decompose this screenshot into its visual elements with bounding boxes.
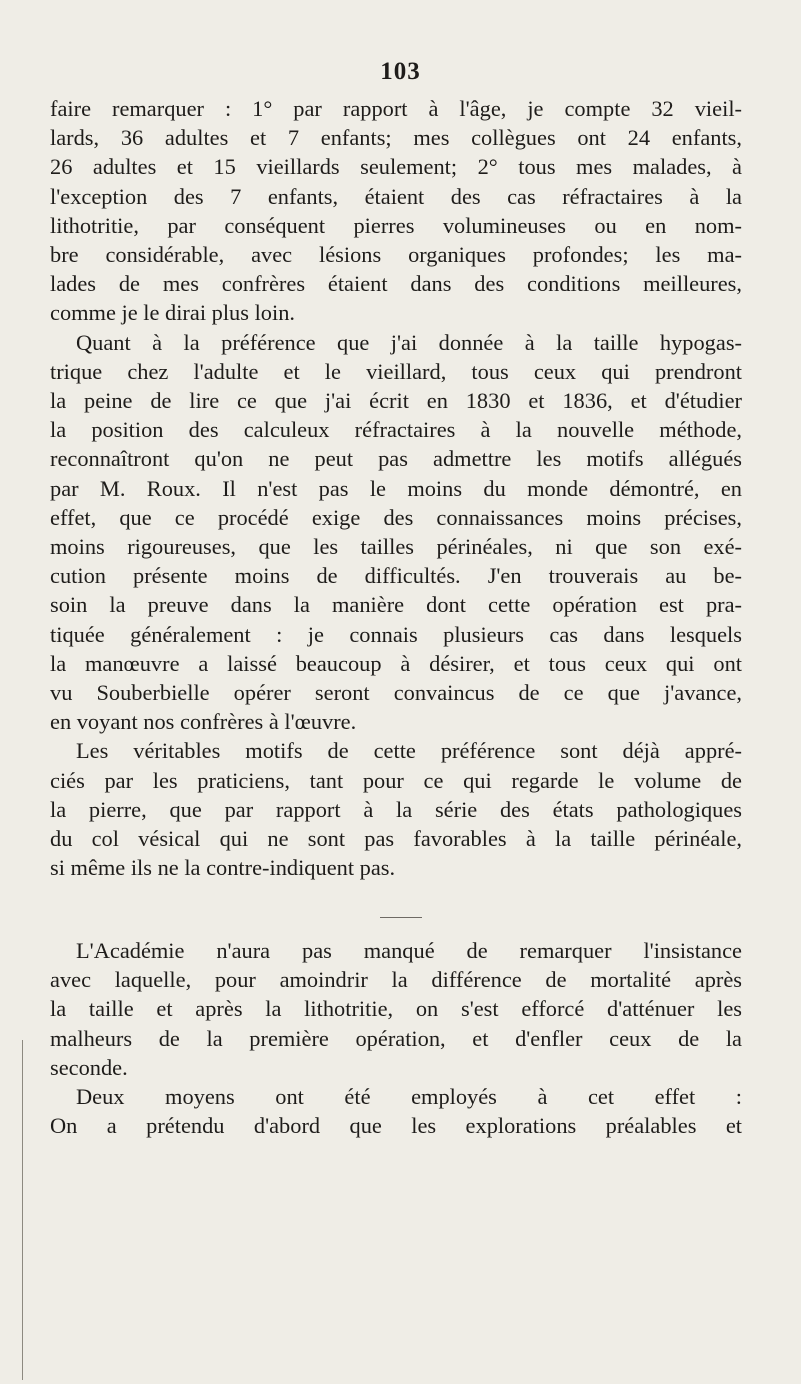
text-line: ciés par les praticiens, tant pour ce qui regarde le volume de	[50, 767, 742, 793]
text-line: la pierre, que par rapport à la série des états pathologiques	[50, 796, 742, 822]
text-line: lards, 36 adultes et 7 enfants; mes collègues ont 24 enfants,	[50, 125, 742, 151]
text-line: lithotritie, par conséquent pierres volumineuses ou en nom-	[50, 212, 742, 238]
text-line: en voyant nos confrères à l'œuvre.	[50, 709, 357, 735]
text-line: la position des calculeux réfractaires à la nouvelle méthode,	[50, 417, 742, 443]
text-line: tiquée généralement : je connais plusieurs cas dans lesquels	[50, 621, 742, 647]
text-line: si même ils ne la contre-indiquent pas.	[50, 855, 396, 881]
section-separator	[380, 917, 422, 918]
text-line: cution présente moins de difficultés. J'en trouverais au be-	[50, 563, 742, 589]
text-line: faire remarquer : 1° par rapport à l'âge, je compte 32 vieil-	[50, 96, 742, 121]
text-line: la manœuvre a laissé beaucoup à désirer, et tous ceux qui ont	[50, 650, 742, 676]
text-line: lades de mes confrères étaient dans des conditions meilleures,	[50, 271, 742, 297]
text-line: Quant à la préférence que j'ai donnée à la taille hypogas-	[76, 329, 742, 355]
text-line: l'exception des 7 enfants, étaient des cas réfractaires à la	[50, 183, 742, 209]
text-line: Deux moyens ont été employés à cet effet :	[76, 1084, 742, 1110]
text-line: moins rigoureuses, que les tailles périnéales, ni que son exé-	[50, 534, 742, 560]
text-line: vu Souberbielle opérer seront convaincus de ce que j'avance,	[50, 680, 742, 706]
text-line: malheurs de la première opération, et d'enfler ceux de la	[50, 1025, 742, 1051]
margin-rule	[22, 1040, 23, 1380]
text-line: la taille et après la lithotritie, on s'est efforcé d'atténuer les	[50, 996, 742, 1022]
text-line: par M. Roux. Il n'est pas le moins du monde démontré, en	[50, 475, 742, 501]
text-block-lower	[50, 936, 742, 1140]
text-line: soin la preuve dans la manière dont cette opération est pra-	[50, 592, 742, 618]
text-line: bre considérable, avec lésions organiques profondes; les ma-	[50, 242, 742, 268]
text-line: L'Académie n'aura pas manqué de remarquer l'insistance	[76, 938, 742, 963]
text-line: On a prétendu d'abord que les explorations préalables et	[50, 1113, 742, 1139]
page-number: 103	[380, 58, 421, 85]
text-line: trique chez l'adulte et le vieillard, tous ceux qui prendront	[50, 358, 742, 384]
text-line: du col vésical qui ne sont pas favorables à la taille périnéale,	[50, 826, 742, 852]
text-line: comme je le dirai plus loin.	[50, 300, 295, 326]
text-block-upper	[50, 94, 742, 882]
text-line: Les véritables motifs de cette préférence sont déjà appré-	[76, 738, 742, 764]
text-line: 26 adultes et 15 vieillards seulement; 2° tous mes malades, à	[50, 154, 742, 180]
text-line: seconde.	[50, 1054, 128, 1080]
text-line: avec laquelle, pour amoindrir la différence de mortalité après	[50, 967, 742, 993]
text-line: reconnaîtront qu'on ne peut pas admettre les motifs allégués	[50, 446, 742, 472]
text-line: effet, que ce procédé exige des connaissances moins précises,	[50, 504, 742, 530]
text-line: la peine de lire ce que j'ai écrit en 1830 et 1836, et d'étudier	[50, 388, 742, 414]
